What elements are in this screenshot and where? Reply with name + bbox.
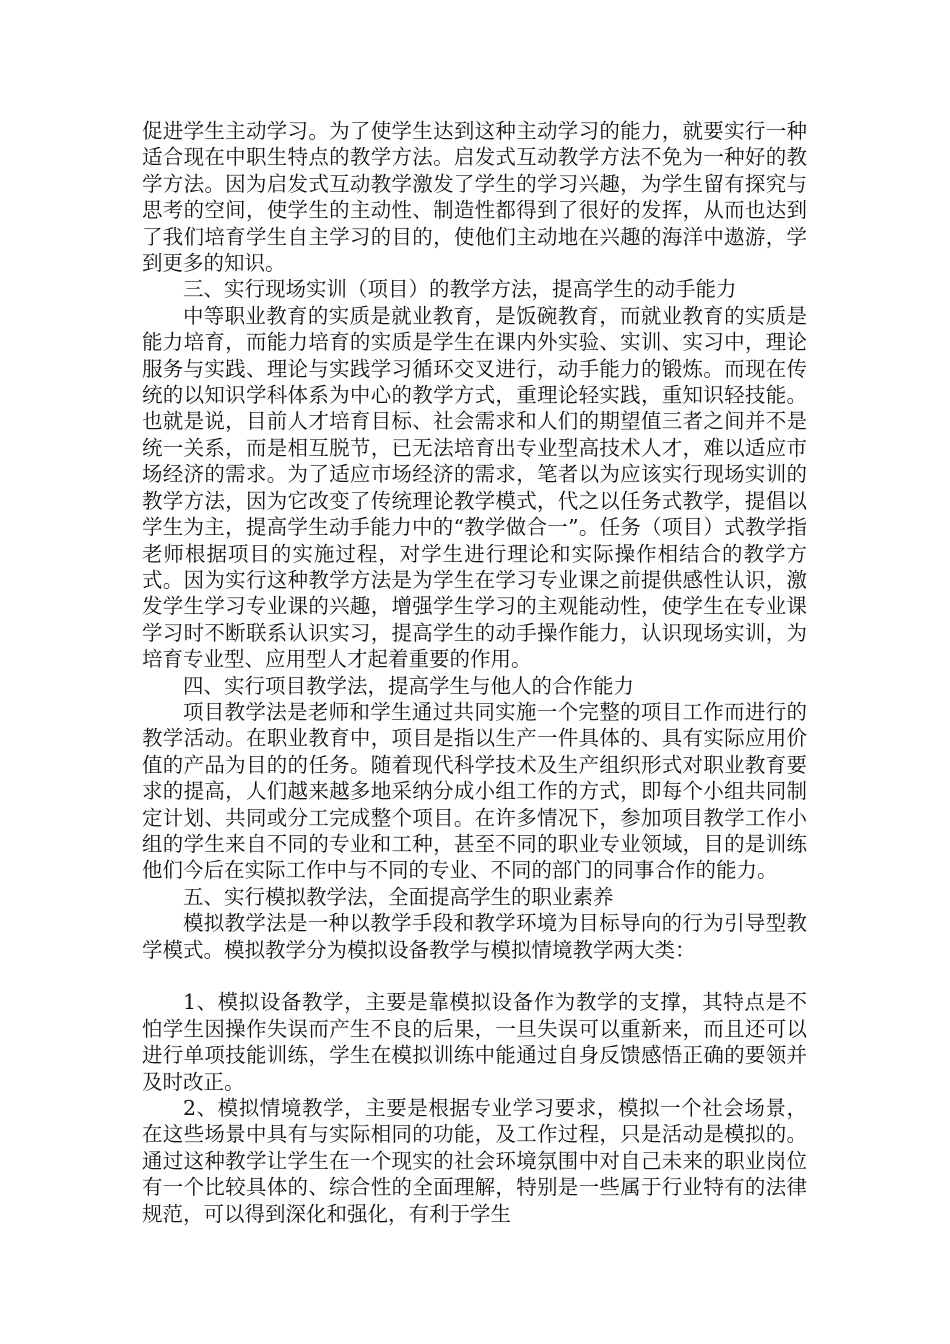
blank-line <box>142 963 807 989</box>
paragraph-section-5: 模拟教学法是一种以教学手段和教学环境为目标导向的行为引导型教学模式。模拟教学分为模拟设备教学与模拟情境教学两大类： <box>142 911 807 962</box>
paragraph-item-2: 2、模拟情境教学，主要是根据专业学习要求，模拟一个社会场景，在这些场景中具有与实际相同的功能，及工作过程，只是活动是模拟的。通过这种教学让学生在一个现实的社会环境氛围中对自己未来的职业岗位有一个比较具体的、综合性的全面理解，特别是一些属于行业特有的法律规范，可以得到深化和强化，有利于学生 <box>142 1096 807 1226</box>
paragraph-intro: 促进学生主动学习。为了使学生达到这种主动学习的能力，就要实行一种适合现在中职生特点的教学方法。启发式互动教学方法不免为一种好的教学方法。因为启发式互动教学激发了学生的学习兴趣，为学生留有探究与思考的空间，使学生的主动性、制造性都得到了很好的发挥，从而也达到了我们培育学生自主学习的目的，使他们主动地在兴趣的海洋中遨游，学到更多的知识。 <box>142 119 807 276</box>
section-heading-3: 三、实行现场实训（项目）的教学方法，提高学生的动手能力 <box>183 277 737 302</box>
document-page <box>142 118 807 1227</box>
paragraph-section-3: 中等职业教育的实质是就业教育，是饭碗教育，而就业教育的实质是能力培育，而能力培育的实质是学生在课内外实验、实训、实习中，理论服务与实践、理论与实践学习循环交叉进行，动手能力的锻炼。而现在传统的以知识学科体系为中心的教学方式，重理论轻实践，重知识轻技能。也就是说，目前人才培育目标、社会需求和人们的期望值三者之间并不是统一关系，而是相互脱节，已无法培育出专业型高技术人才，难以适应市场经济的需求。为了适应市场经济的需求，笔者以为应该实行现场实训的教学方法，因为它改变了传统理论教学模式，代之以任务式教学，提倡以学生为主，提高学生动手能力中的“教学做合一”。任务（项目）式教学指老师根据项目的实施过程，对学生进行理论和实际操作相结合的教学方式。因为实行这种教学方法是为学生在学习专业课之前提供感性认识，激发学生学习专业课的兴趣，增强学生学习的主观能动性，使学生在专业课学习时不断联系认识实习，提高学生的动手操作能力，认识现场实训，为培育专业型、应用型人才起着重要的作用。 <box>142 303 807 672</box>
section-heading-5: 五、实行模拟教学法，全面提高学生的职业素养 <box>183 884 614 909</box>
paragraph-section-4: 项目教学法是老师和学生通过共同实施一个完整的项目工作而进行的教学活动。在职业教育中，项目是指以生产一件具体的、具有实际应用价值的产品为目的的任务。随着现代科学技术及生产组织形式对职业教育要求的提高，人们越来越多地采纳分成小组工作的方式，即每个小组共同制定计划、共同或分工完成整个项目。在许多情况下，参加项目教学工作小组的学生来自不同的专业和工种，甚至不同的职业专业领域，目的是训练他们今后在实际工作中与不同的专业、不同的部门的同事合作的能力。 <box>142 699 807 883</box>
paragraph-item-1: 1、模拟设备教学，主要是靠模拟设备作为教学的支撑，其特点是不怕学生因操作失误而产生不良的后果，一旦失误可以重新来，而且还可以进行单项技能训练，学生在模拟训练中能通过自身反馈感悟正确的要领并及时改正。 <box>142 990 807 1094</box>
section-heading-4: 四、实行项目教学法，提高学生与他人的合作能力 <box>183 673 634 698</box>
